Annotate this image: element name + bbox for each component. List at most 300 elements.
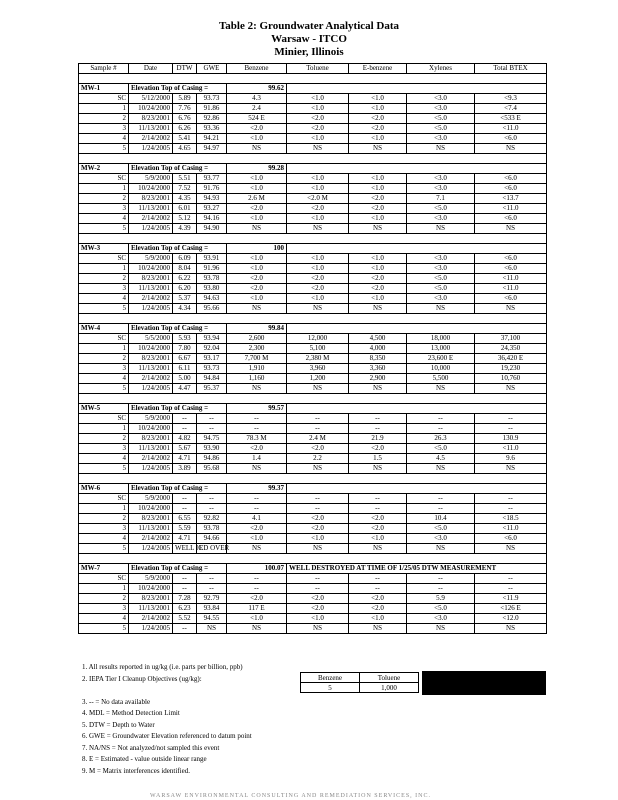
table-cell: 10,760 [475, 374, 547, 384]
table-cell: 11/13/2001 [129, 604, 173, 614]
table-cell: 4 [79, 614, 129, 624]
table-cell: 10/24/2000 [129, 504, 173, 514]
table-row [79, 434, 547, 444]
elevation-value: 99.28 [227, 164, 287, 174]
table-cell: <2.0 [227, 124, 287, 134]
table-cell: 93.78 [197, 274, 227, 284]
table-cell: NS [407, 624, 475, 634]
table-row [79, 354, 547, 364]
table-cell: <2.0 [227, 284, 287, 294]
table-cell: 1 [79, 344, 129, 354]
table-cell: NS [227, 464, 287, 474]
table-cell: 92.82 [197, 514, 227, 524]
table-cell: 4.5 [407, 454, 475, 464]
table-cell: 4,000 [349, 344, 407, 354]
table-cell: <1.0 [349, 294, 407, 304]
table-cell: 2 [79, 354, 129, 364]
table-cell: NS [287, 544, 349, 554]
table-cell: <18.5 [475, 514, 547, 524]
table-row [79, 134, 547, 144]
elevation-value: 100.07 [227, 564, 287, 574]
table-row [79, 534, 547, 544]
col-total-btex: Total BTEX [475, 64, 547, 74]
table-cell: <11.0 [475, 274, 547, 284]
table-cell: 93.77 [197, 174, 227, 184]
table-cell: 1,200 [287, 374, 349, 384]
table-cell: -- [197, 494, 227, 504]
table-cell: 12,000 [287, 334, 349, 344]
table-cell: 2,900 [349, 374, 407, 384]
table-row [79, 384, 547, 394]
table-cell: <2.0 [287, 114, 349, 124]
table-cell: 1/24/2005 [129, 544, 173, 554]
table-cell: 1/24/2005 [129, 384, 173, 394]
col-dtw: DTW [173, 64, 197, 74]
table-cell: NS [407, 144, 475, 154]
table-cell: 92.86 [197, 114, 227, 124]
table-cell: 4 [79, 454, 129, 464]
table-cell: 5,100 [287, 344, 349, 354]
table-cell: 2/14/2002 [129, 294, 173, 304]
table-cell: -- [475, 584, 547, 594]
table-cell: -- [475, 504, 547, 514]
table-cell: 7.28 [173, 594, 197, 604]
table-cell: 37,100 [475, 334, 547, 344]
table-cell: NS [475, 624, 547, 634]
table-cell: <533 E [475, 114, 547, 124]
cleanup-value: 5 [301, 683, 360, 693]
table-cell: -- [227, 574, 287, 584]
table-row [79, 94, 547, 104]
table-cell: -- [197, 504, 227, 514]
well-id: MW-3 [79, 244, 129, 254]
table-cell: 78.3 M [227, 434, 287, 444]
table-cell: 4.1 [227, 514, 287, 524]
table-cell: NS [475, 144, 547, 154]
table-cell: <1.0 [227, 214, 287, 224]
table-cell: <2.0 [287, 274, 349, 284]
table-cell: -- [407, 504, 475, 514]
table-cell: NS [287, 624, 349, 634]
table-row [79, 274, 547, 284]
table-cell: <2.0 [349, 274, 407, 284]
table-cell: 8.04 [173, 264, 197, 274]
table-cell: 9.6 [475, 454, 547, 464]
table-cell: 5.41 [173, 134, 197, 144]
table-cell: -- [349, 424, 407, 434]
table-cell: <3.0 [407, 614, 475, 624]
table-cell: 1 [79, 104, 129, 114]
table-cell: 95.37 [197, 384, 227, 394]
table-cell: 5.00 [173, 374, 197, 384]
table-cell: 5/9/2000 [129, 494, 173, 504]
redaction-block [422, 671, 546, 695]
table-cell: 93.78 [197, 524, 227, 534]
table-cell: 4.47 [173, 384, 197, 394]
table-cell: <2.0 [227, 524, 287, 534]
elevation-label: Elevation Top of Casing = [129, 484, 227, 494]
table-cell: 8/23/2001 [129, 274, 173, 284]
well-id: MW-1 [79, 84, 129, 94]
col-sample: Sample # [79, 64, 129, 74]
table-cell: <6.0 [475, 264, 547, 274]
table-cell: 3 [79, 604, 129, 614]
well-note [287, 164, 547, 174]
table-row [79, 424, 547, 434]
table-cell: <6.0 [475, 294, 547, 304]
table-cell: <1.0 [287, 214, 349, 224]
note: 3. -- = No data available [82, 697, 151, 706]
well-id: MW-7 [79, 564, 129, 574]
table-cell: -- [407, 414, 475, 424]
table-cell: <2.0 [287, 124, 349, 134]
table-cell: 4.3 [227, 94, 287, 104]
table-cell: 21.9 [349, 434, 407, 444]
table-cell: 4 [79, 214, 129, 224]
table-cell: NS [227, 304, 287, 314]
table-cell: NS [475, 544, 547, 554]
table-cell: <13.7 [475, 194, 547, 204]
table-cell: -- [287, 584, 349, 594]
table-cell: 1 [79, 264, 129, 274]
table-cell: 94.93 [197, 194, 227, 204]
table-row [79, 254, 547, 264]
well-header-row [79, 84, 547, 94]
table-cell: 2/14/2002 [129, 374, 173, 384]
table-cell: 4.35 [173, 194, 197, 204]
well-id: MW-4 [79, 324, 129, 334]
table-cell: -- [349, 414, 407, 424]
footnotes [82, 662, 252, 777]
table-cell: 2,300 [227, 344, 287, 354]
groundwater-data-table [78, 63, 547, 634]
table-cell: NS [227, 384, 287, 394]
table-cell: 5 [79, 224, 129, 234]
table-cell: 5.89 [173, 94, 197, 104]
table-row [79, 454, 547, 464]
table-row [79, 414, 547, 424]
table-cell: SC [79, 414, 129, 424]
table-cell: 6.20 [173, 284, 197, 294]
table-cell: 4 [79, 294, 129, 304]
elevation-label: Elevation Top of Casing = [129, 244, 227, 254]
table-cell: 4.39 [173, 224, 197, 234]
table-cell: SC [79, 494, 129, 504]
table-cell: -- [287, 504, 349, 514]
table-cell: 94.63 [197, 294, 227, 304]
table-cell: 93.36 [197, 124, 227, 134]
table-cell: 2.4 [227, 104, 287, 114]
table-cell: 2 [79, 114, 129, 124]
well-id: MW-5 [79, 404, 129, 414]
table-cell: 5/9/2000 [129, 254, 173, 264]
well-header-row [79, 484, 547, 494]
table-row [79, 364, 547, 374]
table-cell: 4.65 [173, 144, 197, 154]
table-cell: <2.0 [349, 194, 407, 204]
table-cell: NS [349, 224, 407, 234]
table-cell: <1.0 [227, 614, 287, 624]
table-cell: 5/9/2000 [129, 174, 173, 184]
well-note [287, 484, 547, 494]
elevation-label: Elevation Top of Casing = [129, 324, 227, 334]
table-cell: -- [475, 574, 547, 584]
table-cell: NS [475, 224, 547, 234]
well-note [287, 324, 547, 334]
table-cell: 5 [79, 624, 129, 634]
table-cell: <3.0 [407, 264, 475, 274]
cleanup-objectives-table [300, 672, 419, 693]
table-cell: SC [79, 254, 129, 264]
table-row [79, 494, 547, 504]
elevation-label: Elevation Top of Casing = [129, 404, 227, 414]
table-cell: -- [173, 504, 197, 514]
table-cell: -- [227, 424, 287, 434]
table-cell: 93.84 [197, 604, 227, 614]
table-cell: SC [79, 574, 129, 584]
spacer-row [79, 234, 547, 244]
table-row [79, 594, 547, 604]
table-cell: -- [407, 584, 475, 594]
table-cell: <2.0 [287, 604, 349, 614]
table-row [79, 104, 547, 114]
table-cell: 10/24/2000 [129, 344, 173, 354]
table-cell: <5.0 [407, 274, 475, 284]
table-cell: 8,350 [349, 354, 407, 364]
table-cell: 10/24/2000 [129, 104, 173, 114]
table-row [79, 214, 547, 224]
table-cell: 18,000 [407, 334, 475, 344]
note: 1. All results reported in ug/kg (i.e. parts per billion, ppb) [82, 663, 243, 671]
table-row [79, 224, 547, 234]
table-cell: <7.4 [475, 104, 547, 114]
table-cell: <6.0 [475, 214, 547, 224]
table-cell: 4,500 [349, 334, 407, 344]
table-row [79, 334, 547, 344]
table-cell: <5.0 [407, 284, 475, 294]
table-cell: <2.0 [349, 204, 407, 214]
table-cell: 4.82 [173, 434, 197, 444]
table-cell: 3 [79, 364, 129, 374]
table-cell: 8/23/2001 [129, 434, 173, 444]
table-cell: 94.55 [197, 614, 227, 624]
elevation-label: Elevation Top of Casing = [129, 164, 227, 174]
table-cell: <1.0 [287, 174, 349, 184]
table-cell: <3.0 [407, 534, 475, 544]
table-row [79, 514, 547, 524]
table-cell: 8/23/2001 [129, 194, 173, 204]
spacer-row [79, 74, 547, 84]
table-cell: 8/23/2001 [129, 514, 173, 524]
table-cell: 1 [79, 504, 129, 514]
table-cell: <6.0 [475, 174, 547, 184]
table-cell: <6.0 [475, 534, 547, 544]
table-cell: 5.51 [173, 174, 197, 184]
table-row [79, 194, 547, 204]
table-title: Table 2: Groundwater Analytical Data [218, 20, 400, 32]
table-cell: 3.89 [173, 464, 197, 474]
table-cell: 1/24/2005 [129, 304, 173, 314]
table-cell: <3.0 [407, 94, 475, 104]
table-cell: <11.0 [475, 204, 547, 214]
table-cell: 2/14/2002 [129, 534, 173, 544]
col-date: Date [129, 64, 173, 74]
table-cell: <3.0 [407, 214, 475, 224]
spacer-row [79, 554, 547, 564]
table-cell: 5/9/2000 [129, 574, 173, 584]
table-cell: -- [287, 574, 349, 584]
table-cell: 2,380 M [287, 354, 349, 364]
table-cell: <1.0 [349, 254, 407, 264]
table-cell: <3.0 [407, 184, 475, 194]
table-cell: 2 [79, 274, 129, 284]
table-cell: 93.80 [197, 284, 227, 294]
table-cell: 6.67 [173, 354, 197, 364]
table-cell: <1.0 [287, 134, 349, 144]
table-row [79, 344, 547, 354]
table-cell: 1,160 [227, 374, 287, 384]
table-cell: <1.0 [227, 134, 287, 144]
table-cell: 24,350 [475, 344, 547, 354]
table-cell: 8/23/2001 [129, 114, 173, 124]
table-cell: -- [407, 494, 475, 504]
table-cell: 2.4 M [287, 434, 349, 444]
table-cell: 1 [79, 424, 129, 434]
table-cell: 5.93 [173, 334, 197, 344]
table-cell: <1.0 [349, 264, 407, 274]
table-cell: 93.94 [197, 334, 227, 344]
table-cell: 7,700 M [227, 354, 287, 364]
table-cell: <3.0 [407, 104, 475, 114]
cleanup-header: Benzene [301, 673, 360, 683]
table-row [79, 174, 547, 184]
table-cell: NS [407, 384, 475, 394]
table-cell: <2.0 [287, 514, 349, 524]
table-cell: NS [349, 544, 407, 554]
table-cell: 93.73 [197, 364, 227, 374]
table-cell: NS [349, 464, 407, 474]
table-cell: 95.66 [197, 304, 227, 314]
table-cell: 19,230 [475, 364, 547, 374]
table-cell: <1.0 [287, 294, 349, 304]
table-cell: -- [197, 424, 227, 434]
table-cell: 4.71 [173, 534, 197, 544]
table-row [79, 614, 547, 624]
table-cell: 4 [79, 134, 129, 144]
table-row [79, 114, 547, 124]
table-cell: <2.0 [349, 284, 407, 294]
table-cell: 117 E [227, 604, 287, 614]
spacer-row [79, 314, 547, 324]
table-cell: 23,600 E [407, 354, 475, 364]
table-cell: -- [227, 504, 287, 514]
table-cell: NS [349, 624, 407, 634]
table-cell: <11.0 [475, 524, 547, 534]
table-cell: -- [475, 414, 547, 424]
table-row [79, 284, 547, 294]
table-cell: 11/13/2001 [129, 444, 173, 454]
table-cell: 5/12/2000 [129, 94, 173, 104]
well-note [287, 244, 547, 254]
table-cell: <1.0 [287, 264, 349, 274]
spacer-row [79, 474, 547, 484]
table-cell: <11.9 [475, 594, 547, 604]
table-cell: 91.86 [197, 104, 227, 114]
table-cell: 3 [79, 444, 129, 454]
table-cell: 11/13/2001 [129, 204, 173, 214]
table-cell: <1.0 [349, 534, 407, 544]
table-cell: NS [407, 224, 475, 234]
table-cell: -- [173, 494, 197, 504]
table-cell: <11.0 [475, 284, 547, 294]
table-cell: 5,500 [407, 374, 475, 384]
table-cell: <6.0 [475, 134, 547, 144]
table-cell: 1/24/2005 [129, 224, 173, 234]
table-cell: <2.0 [227, 444, 287, 454]
table-row [79, 574, 547, 584]
table-cell: 11/13/2001 [129, 524, 173, 534]
well-note [287, 404, 547, 414]
table-cell: -- [197, 584, 227, 594]
table-cell: 5 [79, 304, 129, 314]
table-cell: <5.0 [407, 604, 475, 614]
table-cell: 7.52 [173, 184, 197, 194]
table-cell: 5 [79, 544, 129, 554]
table-cell: 4 [79, 534, 129, 544]
table-cell: -- [173, 414, 197, 424]
table-cell: <1.0 [349, 614, 407, 624]
table-cell: <6.0 [475, 184, 547, 194]
page-footer: WARSAW ENVIRONMENTAL CONSULTING AND REMEDIATION SERVICES, INC. [150, 793, 432, 799]
table-cell: -- [475, 424, 547, 434]
well-header-row [79, 164, 547, 174]
table-cell: <1.0 [227, 534, 287, 544]
col-benzene: Benzene [227, 64, 287, 74]
table-cell: 2.6 M [227, 194, 287, 204]
table-row [79, 464, 547, 474]
table-cell: 130.9 [475, 434, 547, 444]
table-cell: <2.0 [349, 124, 407, 134]
table-row [79, 504, 547, 514]
table-cell: 93.90 [197, 444, 227, 454]
table-cell: <3.0 [407, 254, 475, 264]
table-cell: 2/14/2002 [129, 214, 173, 224]
table-cell: <11.0 [475, 124, 547, 134]
table-cell: 7.76 [173, 104, 197, 114]
note [82, 685, 252, 697]
table-cell: -- [227, 494, 287, 504]
table-cell: <2.0 [287, 204, 349, 214]
table-cell: 94.16 [197, 214, 227, 224]
table-cell: <2.0 [349, 514, 407, 524]
table-cell: <1.0 [349, 184, 407, 194]
note: 8. E = Estimated - value outside linear range [82, 755, 207, 763]
table-cell: NS [475, 304, 547, 314]
table-row [79, 124, 547, 134]
cleanup-value: 1,000 [360, 683, 419, 693]
table-cell: NS [287, 384, 349, 394]
table-cell: 3 [79, 204, 129, 214]
table-cell: 1 [79, 184, 129, 194]
table-row [79, 264, 547, 274]
table-cell: -- [349, 574, 407, 584]
table-cell: <3.0 [407, 174, 475, 184]
note: 4. MDL = Method Detection Limit [82, 709, 180, 717]
table-cell: 524 E [227, 114, 287, 124]
col-ebenzene: E-benzene [349, 64, 407, 74]
table-cell: 94.97 [197, 144, 227, 154]
table-cell: 1.4 [227, 454, 287, 464]
